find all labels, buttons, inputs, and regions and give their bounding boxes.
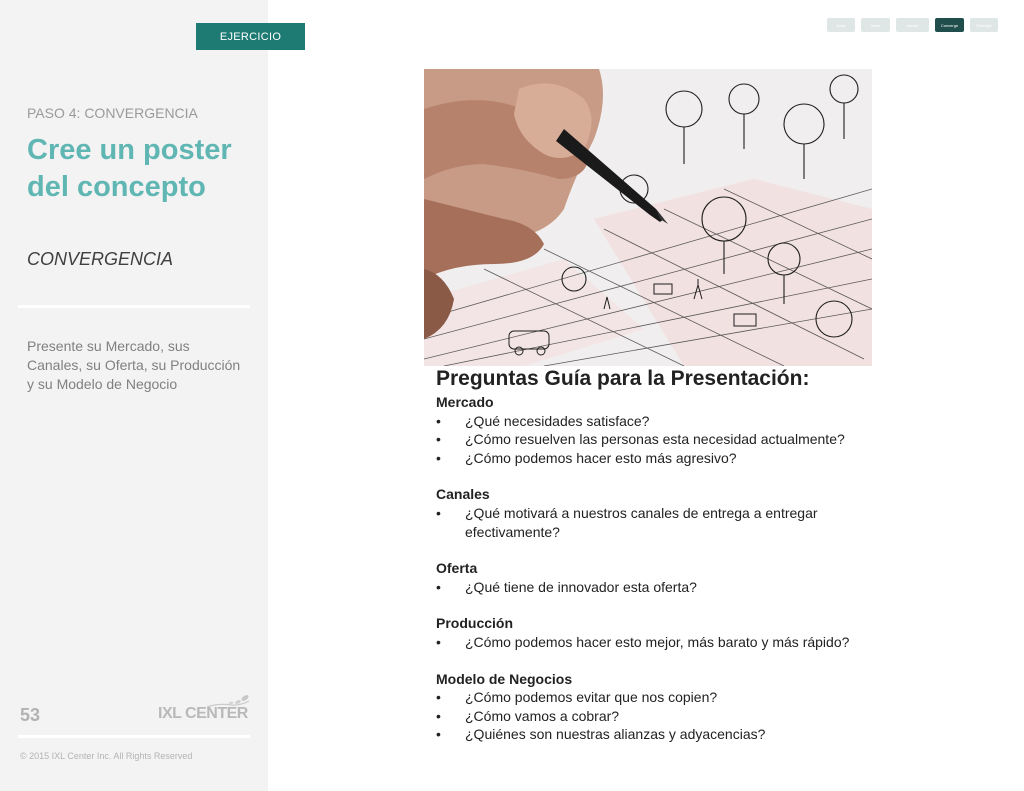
page-number: 53	[20, 705, 41, 725]
section-modelo-negocios	[436, 670, 876, 744]
question-list	[436, 504, 876, 541]
question-list	[436, 412, 876, 468]
question-list	[436, 578, 876, 597]
question-item: • ¿Qué motivará a nuestros canales de entrega a entregar efectivamente?	[436, 504, 876, 541]
section-oferta	[436, 559, 876, 596]
process-stepper	[827, 18, 998, 32]
step-chip: Imme	[861, 18, 890, 32]
slide-subtitle: CONVERGENCIA	[27, 249, 174, 269]
question-item: • ¿Quiénes son nuestras alianzas y adyacencias?	[436, 725, 876, 744]
question-item: • ¿Qué tiene de innovador esta oferta?	[436, 578, 876, 597]
step-chip: Strategiz	[970, 18, 998, 32]
company-logo: IXL CENTER	[158, 705, 248, 722]
sketch-hand-photo	[424, 69, 872, 366]
questions-title: Preguntas Guía para la Presentación:	[436, 367, 810, 390]
section-heading: Oferta	[436, 560, 478, 577]
question-item: • ¿Cómo vamos a cobrar?	[436, 707, 876, 726]
question-item: • ¿Cómo podemos hacer esto más agresivo?	[436, 449, 876, 468]
section-heading: Canales	[436, 486, 490, 503]
slide-description: Presente su Mercado, sus Canales, su Oferta, su Producción y su Modelo de Negocio	[27, 338, 241, 392]
question-item: • ¿Cómo podemos evitar que nos copien?	[436, 688, 876, 707]
question-item: • ¿Qué necesidades satisface?	[436, 412, 876, 431]
step-chip-active: Converge	[935, 18, 964, 32]
guiding-questions	[436, 366, 876, 762]
step-chip: Ideate	[896, 18, 929, 32]
question-item: • ¿Cómo podemos hacer esto mejor, más barato y más rápido?	[436, 633, 876, 652]
section-produccion	[436, 614, 876, 651]
question-item: • ¿Cómo resuelven las personas esta necesidad actualmente?	[436, 430, 876, 449]
sidebar	[0, 0, 268, 791]
step-label: PASO 4: CONVERGENCIA	[27, 105, 198, 121]
sketch-illustration	[424, 69, 872, 366]
divider	[18, 305, 250, 308]
slide-title: Cree un poster del concepto	[27, 134, 232, 203]
question-list	[436, 633, 876, 652]
section-canales	[436, 485, 876, 541]
question-list	[436, 688, 876, 744]
section-mercado	[436, 393, 876, 467]
footer-divider	[18, 735, 250, 738]
section-heading: Mercado	[436, 394, 494, 410]
section-heading: Producción	[436, 615, 514, 632]
exercise-badge: EJERCICIO	[196, 23, 305, 50]
step-chip: Scop	[827, 18, 855, 32]
section-heading: Modelo de Negocios	[436, 670, 573, 687]
copyright: © 2015 IXL Center Inc. All Rights Reserved	[20, 751, 193, 761]
